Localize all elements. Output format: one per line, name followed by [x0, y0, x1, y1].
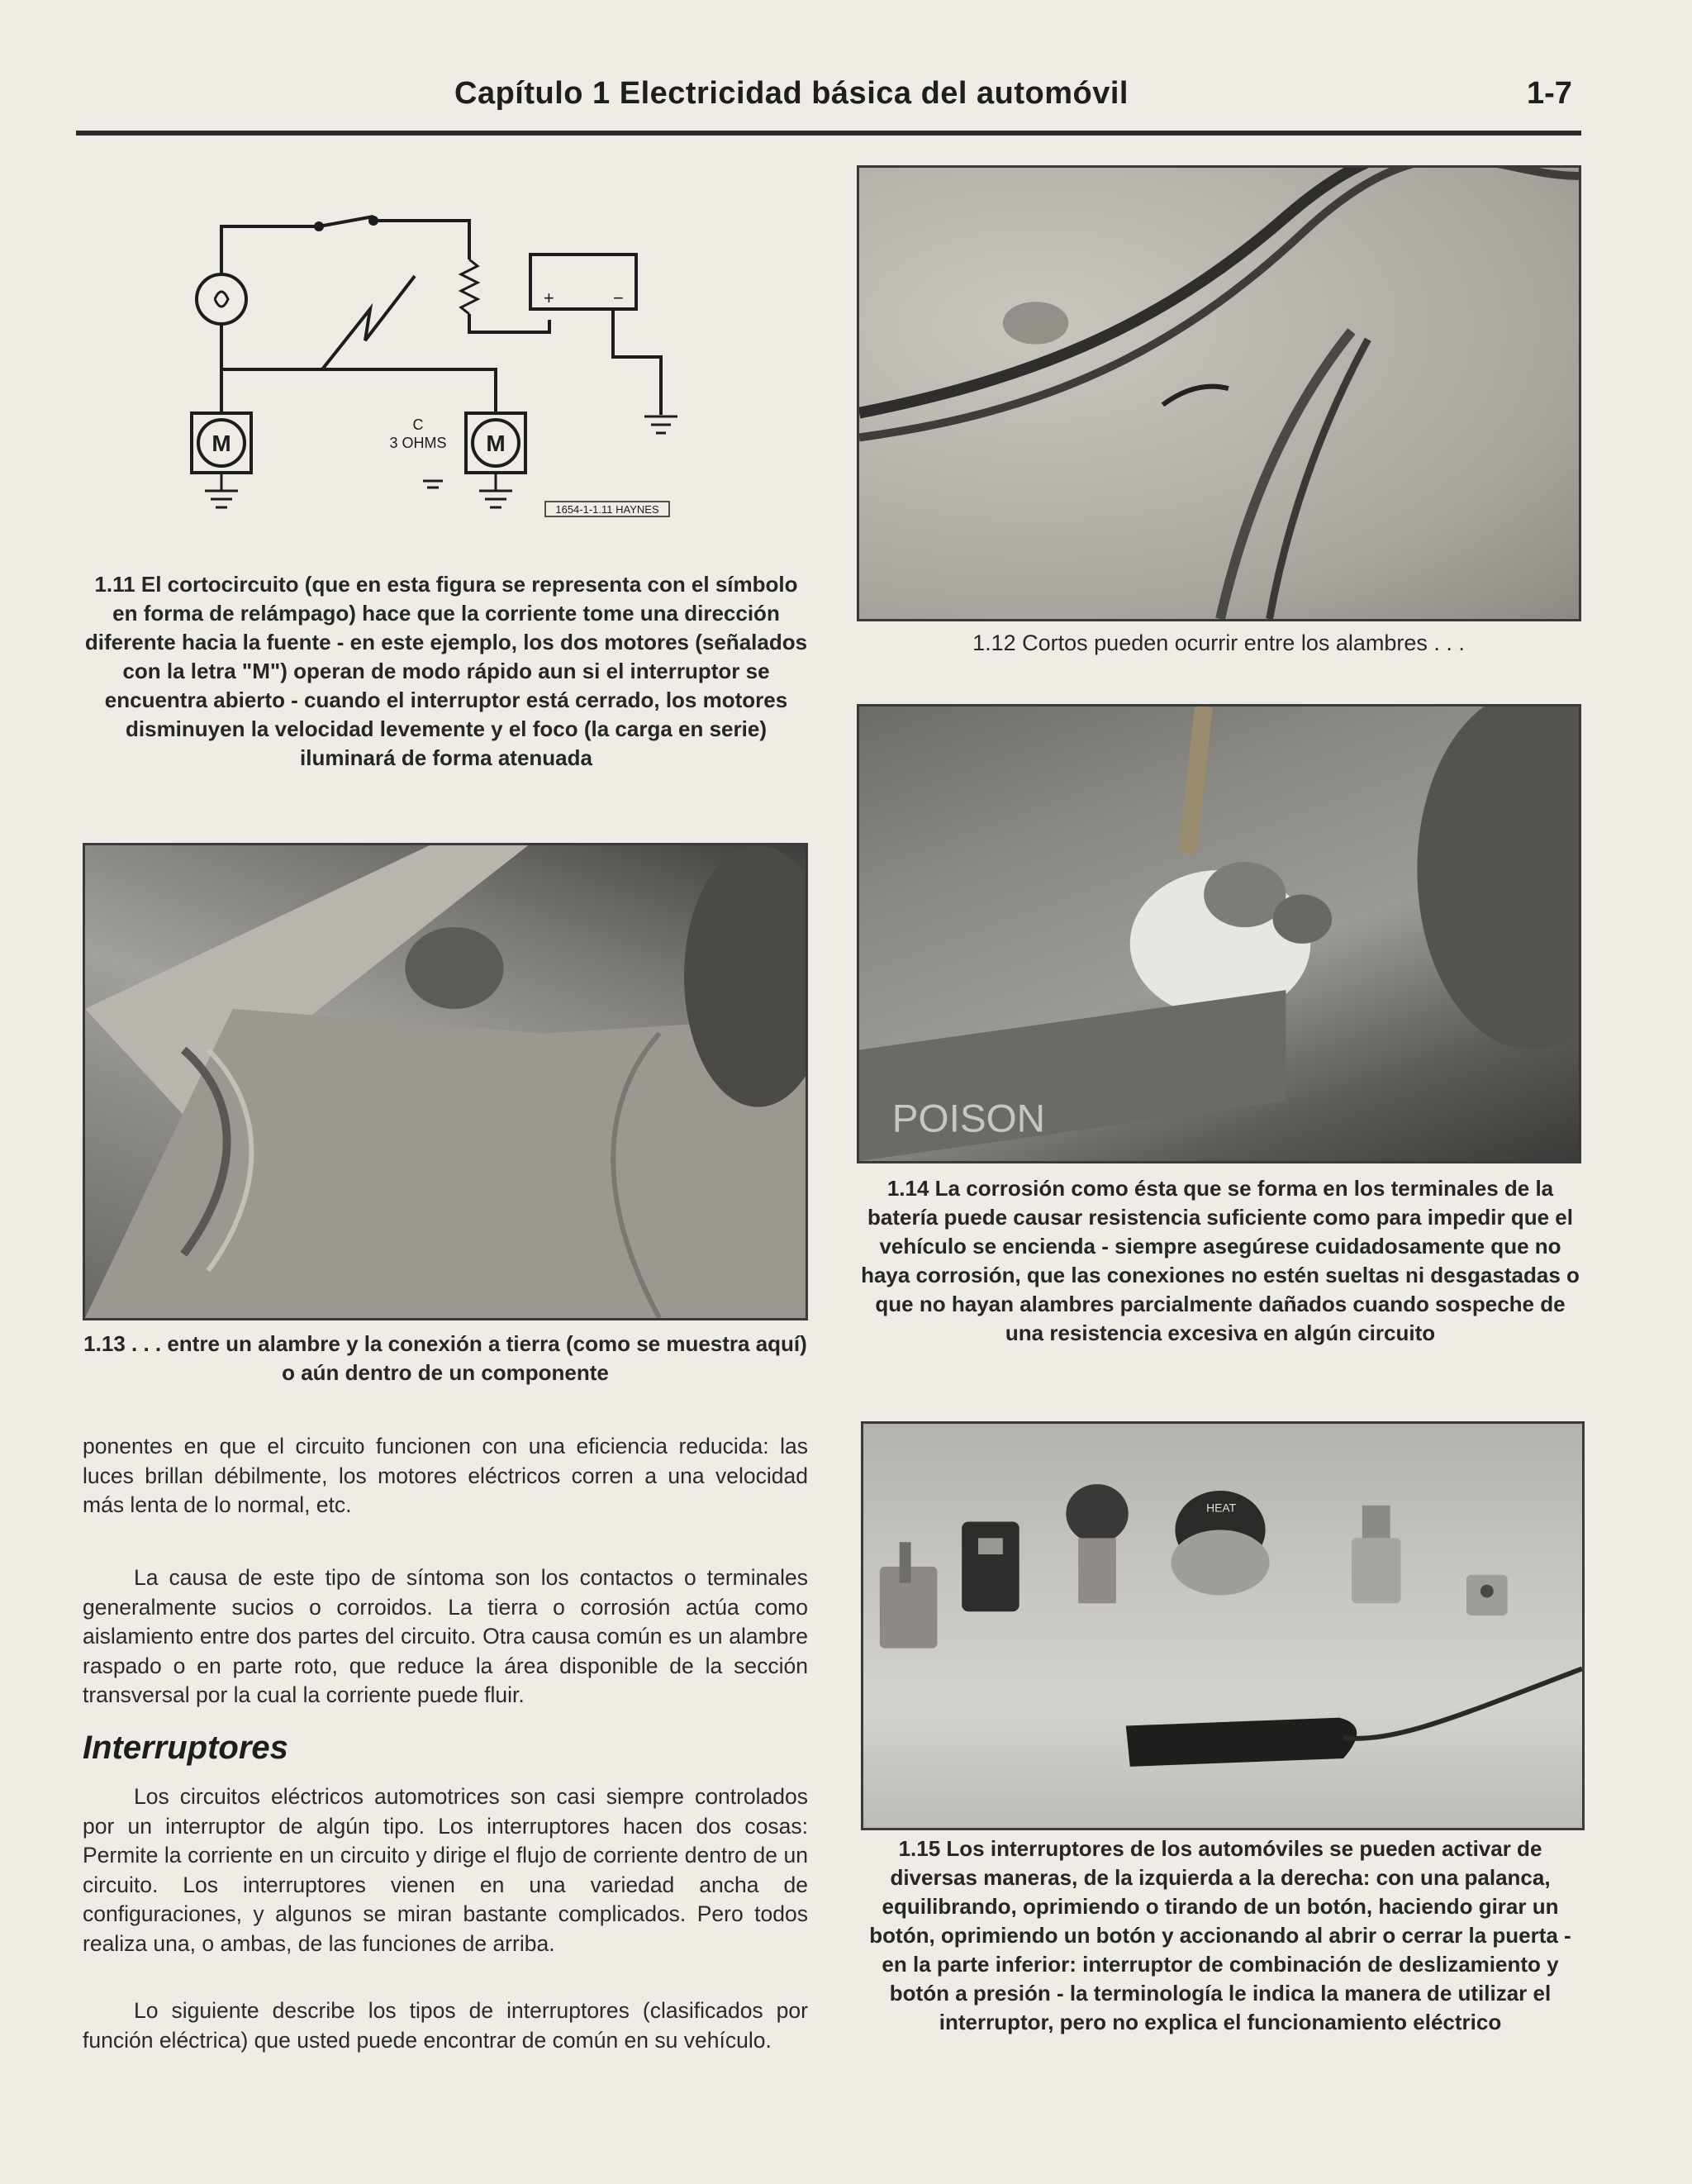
photo-switch-types: [861, 1421, 1585, 1830]
body-paragraph: La causa de este tipo de síntoma son los contactos o terminales generalmente sucios o corroidos. La tierra o corrosión actúa como aislamiento entre dos partes del circuito. Otra causa común es un alambre raspado o en parte roto, que reduce la área disponible de la sección transversal por la cual la corriente puede fluir.: [83, 1565, 808, 1707]
motor-left-label: M: [212, 431, 231, 456]
switch-lever: [319, 216, 373, 226]
resistor-letter: C: [412, 416, 424, 433]
chapter-title: Capítulo 1 Electricidad básica del automóvil: [454, 76, 1129, 111]
caption-fig-1-15: 1.15 Los interruptores de los automóviles se pueden activar de diversas maneras, de la izquierda a la derecha: con una palanca, equilibrando, oprimiendo o tirando de un botón, haciendo girar un botón, oprimiendo un botón y accionando al abrir o cerrar la puerta - en la parte inferior: interruptor de combinación de deslizamiento y botón a presión - la terminología le indica la manera de utilizar el interruptor, pero no explica el funcionamiento eléctrico: [869, 1836, 1571, 2034]
lamp-symbol: [197, 274, 246, 324]
caption-fig-1-12: 1.12 Cortos pueden ocurrir entre los alambres . . .: [972, 630, 1465, 655]
circuit-diagram: [157, 200, 702, 526]
caption-fig-1-14: 1.14 La corrosión como ésta que se forma en los terminales de la batería puede causar resistencia suficiente como para impedir que el vehículo se encienda - siempre asegúrese cuidadosamente que no haya corrosión, que las conexiones no estén sueltas ni desgastadas o que no hayan alambres parcialmente dañados cuando sospeche de una resistencia excesiva en algún circuito: [861, 1176, 1580, 1345]
body-paragraph: ponentes en que el circuito funcionen con una eficiencia reducida: las luces brillan débilmente, los motores eléctricos corren a una velocidad más lenta de lo normal, etc.: [83, 1434, 808, 1517]
caption-fig-1-13: 1.13 . . . entre un alambre y la conexión a tierra (como se muestra aquí) o aún dentro de un componente: [83, 1331, 807, 1385]
page-number: 1-7: [1527, 76, 1572, 111]
header-rule: [76, 131, 1581, 136]
photo-battery-corrosion: [857, 704, 1581, 1163]
short-lightning-symbol: [322, 276, 415, 369]
section-heading: Interruptores: [83, 1730, 288, 1766]
caption-fig-1-11: 1.11 El cortocircuito (que en esta figura se representa con el símbolo en forma de relámpago) hace que la corriente tome una dirección diferente hacia la fuente - en este ejemplo, los dos motores (señalados con la letra "M") operan de modo rápido aun si el interruptor se encuentra abierto - cuando el interruptor está cerrado, los motores disminuyen la velocidad levemente y el foco (la carga en serie) iluminará de forma atenuada: [84, 572, 808, 770]
battery-plus: +: [544, 288, 554, 308]
poison-label: POISON: [891, 1097, 1046, 1141]
photo-wire-ground-short: [83, 843, 808, 1320]
motor-right-label: M: [486, 431, 506, 456]
body-paragraph: Lo siguiente describe los tipos de interruptores (clasificados por función eléctrica) que usted puede encontrar de común en su vehículo.: [83, 1998, 808, 2053]
diagram-code: 1654-1-1.11 HAYNES: [555, 503, 659, 516]
battery-minus: −: [613, 288, 624, 308]
resistor-symbol: [461, 259, 478, 314]
heat-label: HEAT: [1206, 1501, 1237, 1515]
resistor-value: 3 OHMS: [389, 435, 447, 451]
photo-shorted-wires: [857, 165, 1581, 621]
body-paragraph: Los circuitos eléctricos automotrices son casi siempre controlados por un interruptor de algún tipo. Los interruptores hacen dos cosas: Permite la corriente en un circuito y dirige el flujo de corriente dentro de un circuito. Los interruptores vienen en una variedad ancha de configuraciones, y algunos se miran bastante complicados. Pero todos realiza una, o ambas, de las funciones de arriba.: [83, 1784, 808, 1956]
